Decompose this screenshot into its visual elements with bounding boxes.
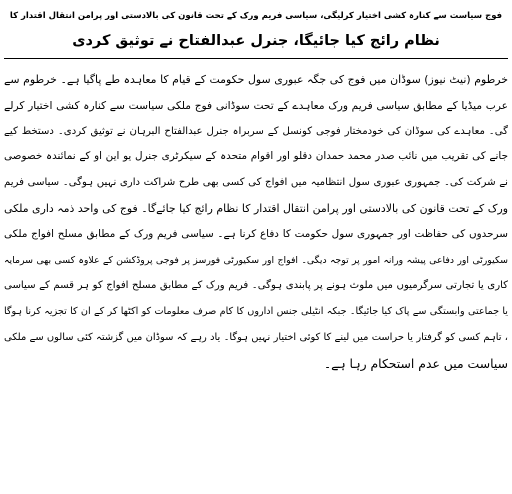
headline-line: نظام رائج کیا جائیگا، جنرل عبدالفتاح نے توثیق کردی	[72, 33, 440, 49]
body-line: نے شرکت کی۔ جمہوری عبوری سول انتظامیہ میں افواج کی کسی بھی طرح شراکت داری نہیں ہوگی۔ سیاسی فریم	[4, 177, 508, 189]
body-line: سکیورٹی اور دفاعی پیشہ ورانہ امور پر توجہ دیگی۔ افواج اور سکیورٹی فورسز پر فوجی پروڈکشن کے علاوہ کسی بھی سرمایہ	[4, 254, 508, 266]
headline-line: فوج سیاست سے کنارہ کشی اختیار کرلیگی، سیاسی فریم ورک کے تحت قانون کی بالادستی اور پرامن انتقال اقتدار کا	[9, 11, 503, 21]
body-line: سرحدوں کی حفاظت اور جمہوری سول حکومت کا دفاع کرنا ہے۔ سیاسی فریم ورک کے مطابق مسلح افواج ملکی	[4, 227, 508, 240]
body-line: یا جماعتی وابستگی سے پاک کیا جائیگا۔ جبکہ انٹیلی جنس اداروں کا کام صرف معلومات کو اکٹھا کر کے ان کا تجزیہ کرنا ہوگا	[4, 306, 508, 318]
body-line: ورک کے تحت قانون کی بالادستی اور پرامن انتقال اقتدار کا نظام رائج کیا جائےگا۔ فوج کی واحد ذمہ داری ملکی	[4, 201, 508, 215]
body-line: سیاست میں عدم استحکام رہا ہے۔	[323, 355, 508, 371]
body-line: گی۔ معاہدے کی سوڈان کی خودمختار فوجی کونسل کے سربراہ جنرل عبدالفتاح البرہان نے توثیق کردی۔ دستخط کیے	[4, 125, 508, 137]
body-line: عرب میڈیا کے مطابق سیاسی فریم ورک معاہدے کے تحت سوڈانی فوج ملکی سیاست سے کنارہ کشی اختیار کرلے	[4, 98, 508, 112]
body-line: خرطوم (نیٹ نیوز) سوڈان میں فوج کی جگہ عبوری سول حکومت کے قیام کا معاہدہ طے پاگیا ہے۔ خرطوم سے	[4, 73, 508, 86]
body-line: جانے کی تقریب میں نائب صدر محمد حمدان دقلو اور اقوام متحدہ کے سیکرٹری جنرل یو این او کے نمائندہ خصوصی	[4, 150, 508, 163]
article-body	[4, 59, 508, 377]
body-line: ، تاہم کسی کو گرفتار یا حراست میں لینے کا کوئی اختیار نہیں ہوگا۔ یاد رہے کہ سوڈان میں گزشتہ کئی سالوں سے ملکی	[4, 331, 508, 343]
article-headline	[4, 2, 508, 59]
body-line: کاری یا تجارتی سرگرمیوں میں ملوث ہونے پر پابندی ہوگی۔ فریم ورک کے مطابق مسلح افواج کو ہر قسم کے سیاسی	[4, 280, 508, 292]
